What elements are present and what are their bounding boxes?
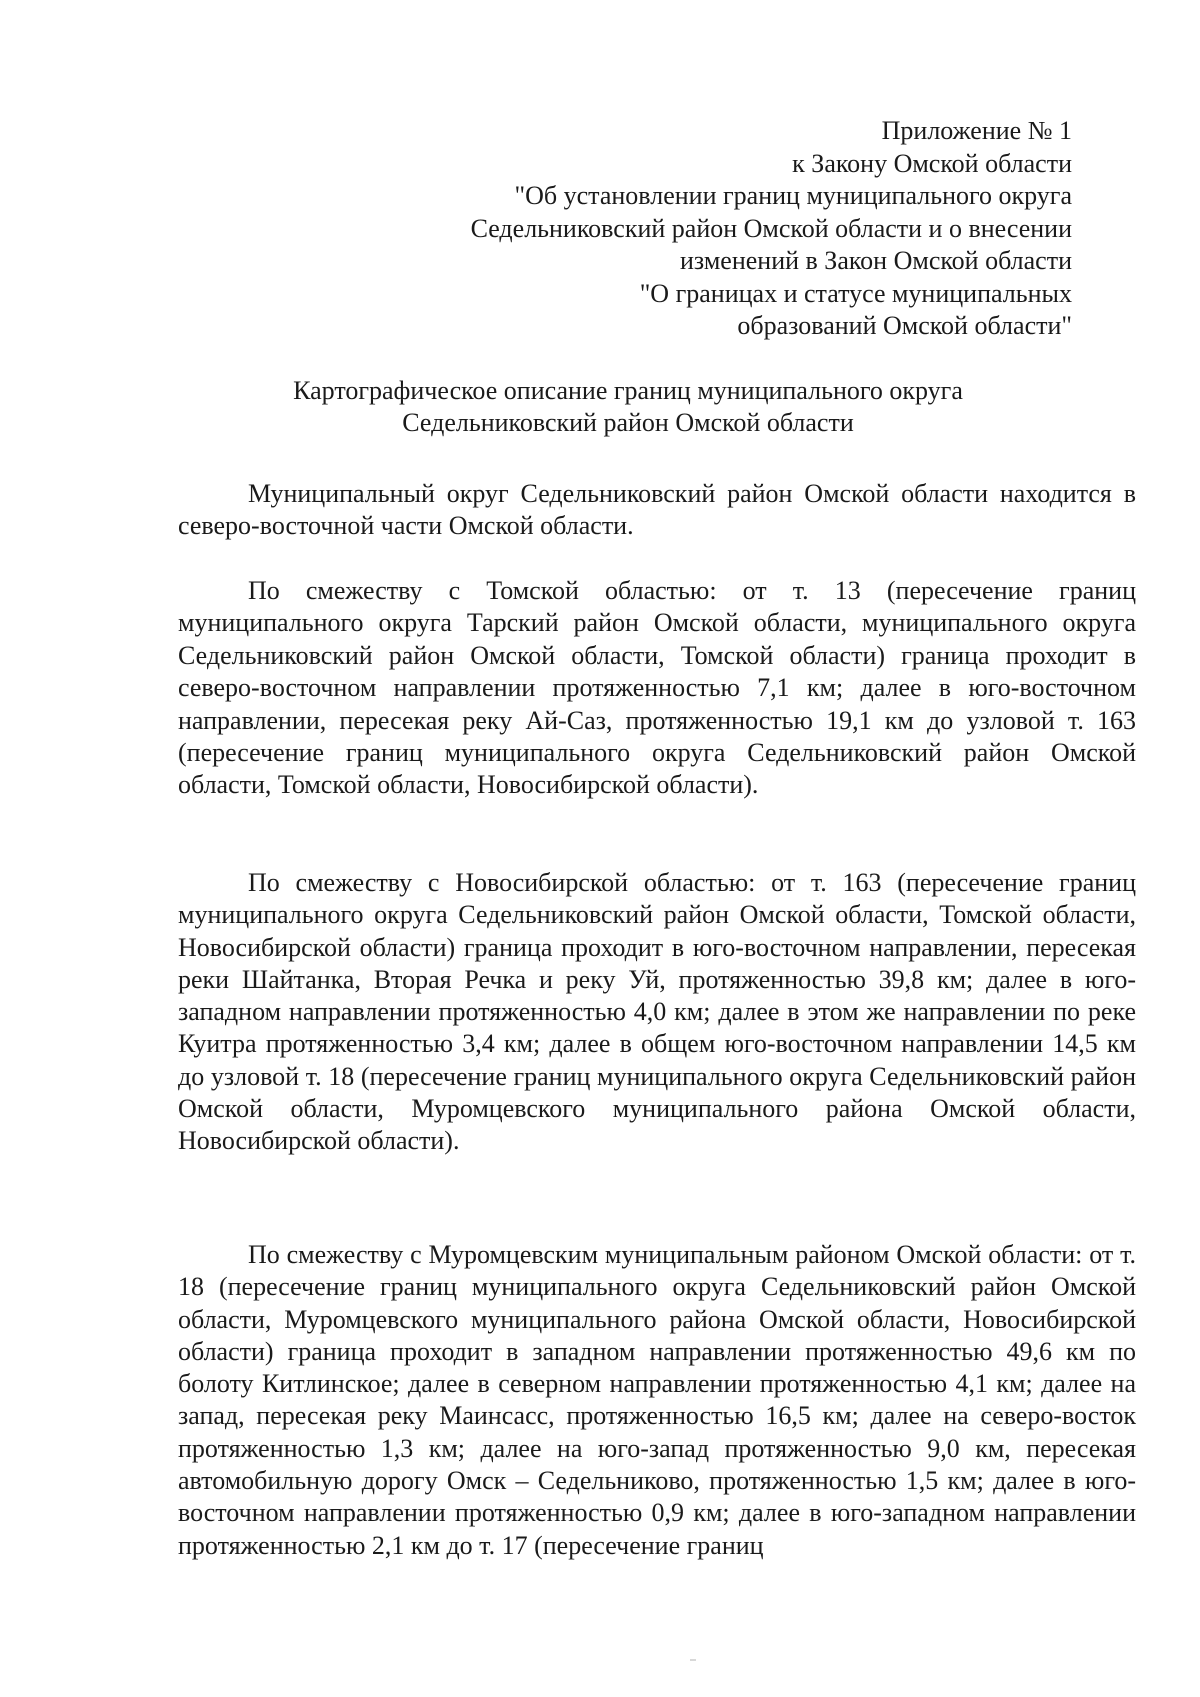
law-title-line: Седельниковский район Омской области и о внесении xyxy=(470,213,1072,243)
document-title xyxy=(178,375,1078,439)
paragraph-text: По смежеству с Новосибирской областью: от т. 163 (пересечение границ муниципального округа Седельниковский район Омской области, Томской области, Новосибирской области) граница проходит в юго-восточном направлении, пересекая реки Шайтанка, Вторая Речка и реку Уй, протяженностью 39,8 км; далее в юго-западном направлении протяженностью 4,0 км; далее в этом же направлении по реке Куитра протяженностью 3,4 км; далее в общем юго-восточном направлении 14,5 км до узловой т. 18 (пересечение границ муниципального округа Седельниковский район Омской области, Муромцевского муниципального района Омской области, Новосибирской области). xyxy=(178,868,1136,1156)
law-title-line: изменений в Закон Омской области xyxy=(680,246,1072,275)
title-line: Седельниковский район Омской области xyxy=(402,408,854,437)
paragraph-text: Муниципальный округ Седельниковский район Омской области находится в северо-восточной части Омской области. xyxy=(178,479,1136,541)
law-title-line: образований Омской области" xyxy=(737,311,1072,340)
paragraph-location xyxy=(178,478,1136,543)
law-title-line: "О границах и статусе муниципальных xyxy=(639,278,1072,308)
paragraph-text: По смежеству с Муромцевским муниципальным районом Омской области: от т. 18 (пересечение границ муниципального округа Седельниковский район Омской области, Муромцевского муниципального района Омской области, Новосибирской области) граница проходит в западном направлении протяженностью 49,6 км по болоту Китлинское; далее в северном направлении протяженностью 4,1 км; далее на запад, пересекая реку Маинсасс, протяженностью 16,5 км; далее на северо-восток протяженностью 1,3 км; далее на юго-запад протяженностью 9,0 км, пересекая автомобильную дорогу Омск – Седельниково, протяженностью 1,5 км; далее в юго-восточном направлении протяженностью 0,9 км; далее в юго-западном направлении протяженностью 2,1 км до т. 17 (пересечение границ xyxy=(178,1240,1136,1560)
paragraph-novosibirsk-border xyxy=(178,867,1136,1158)
appendix-number: Приложение № 1 xyxy=(881,116,1072,145)
law-title-line: "Об установлении границ муниципального округа xyxy=(514,181,1072,210)
appendix-header xyxy=(352,115,1072,343)
title-line: Картографическое описание границ муниципального округа xyxy=(293,376,963,405)
scan-artifact xyxy=(690,1659,696,1661)
paragraph-text: По смежеству с Томской областью: от т. 13 (пересечение границ муниципального округа Тарский район Омской области, муниципального округа Седельниковский район Омской области, Томской области) граница проходит в северо-восточном направлении протяженностью 7,1 км; далее в юго-восточном направлении, пересекая реку Ай-Саз, протяженностью 19,1 км до узловой т. 163 (пересечение границ муниципального округа Седельниковский район Омской области, Томской области, Новосибирской области). xyxy=(178,576,1136,800)
law-reference: к Закону Омской области xyxy=(792,148,1072,178)
paragraph-tomsk-border xyxy=(178,575,1136,802)
paragraph-muromtsevo-border xyxy=(178,1239,1136,1562)
